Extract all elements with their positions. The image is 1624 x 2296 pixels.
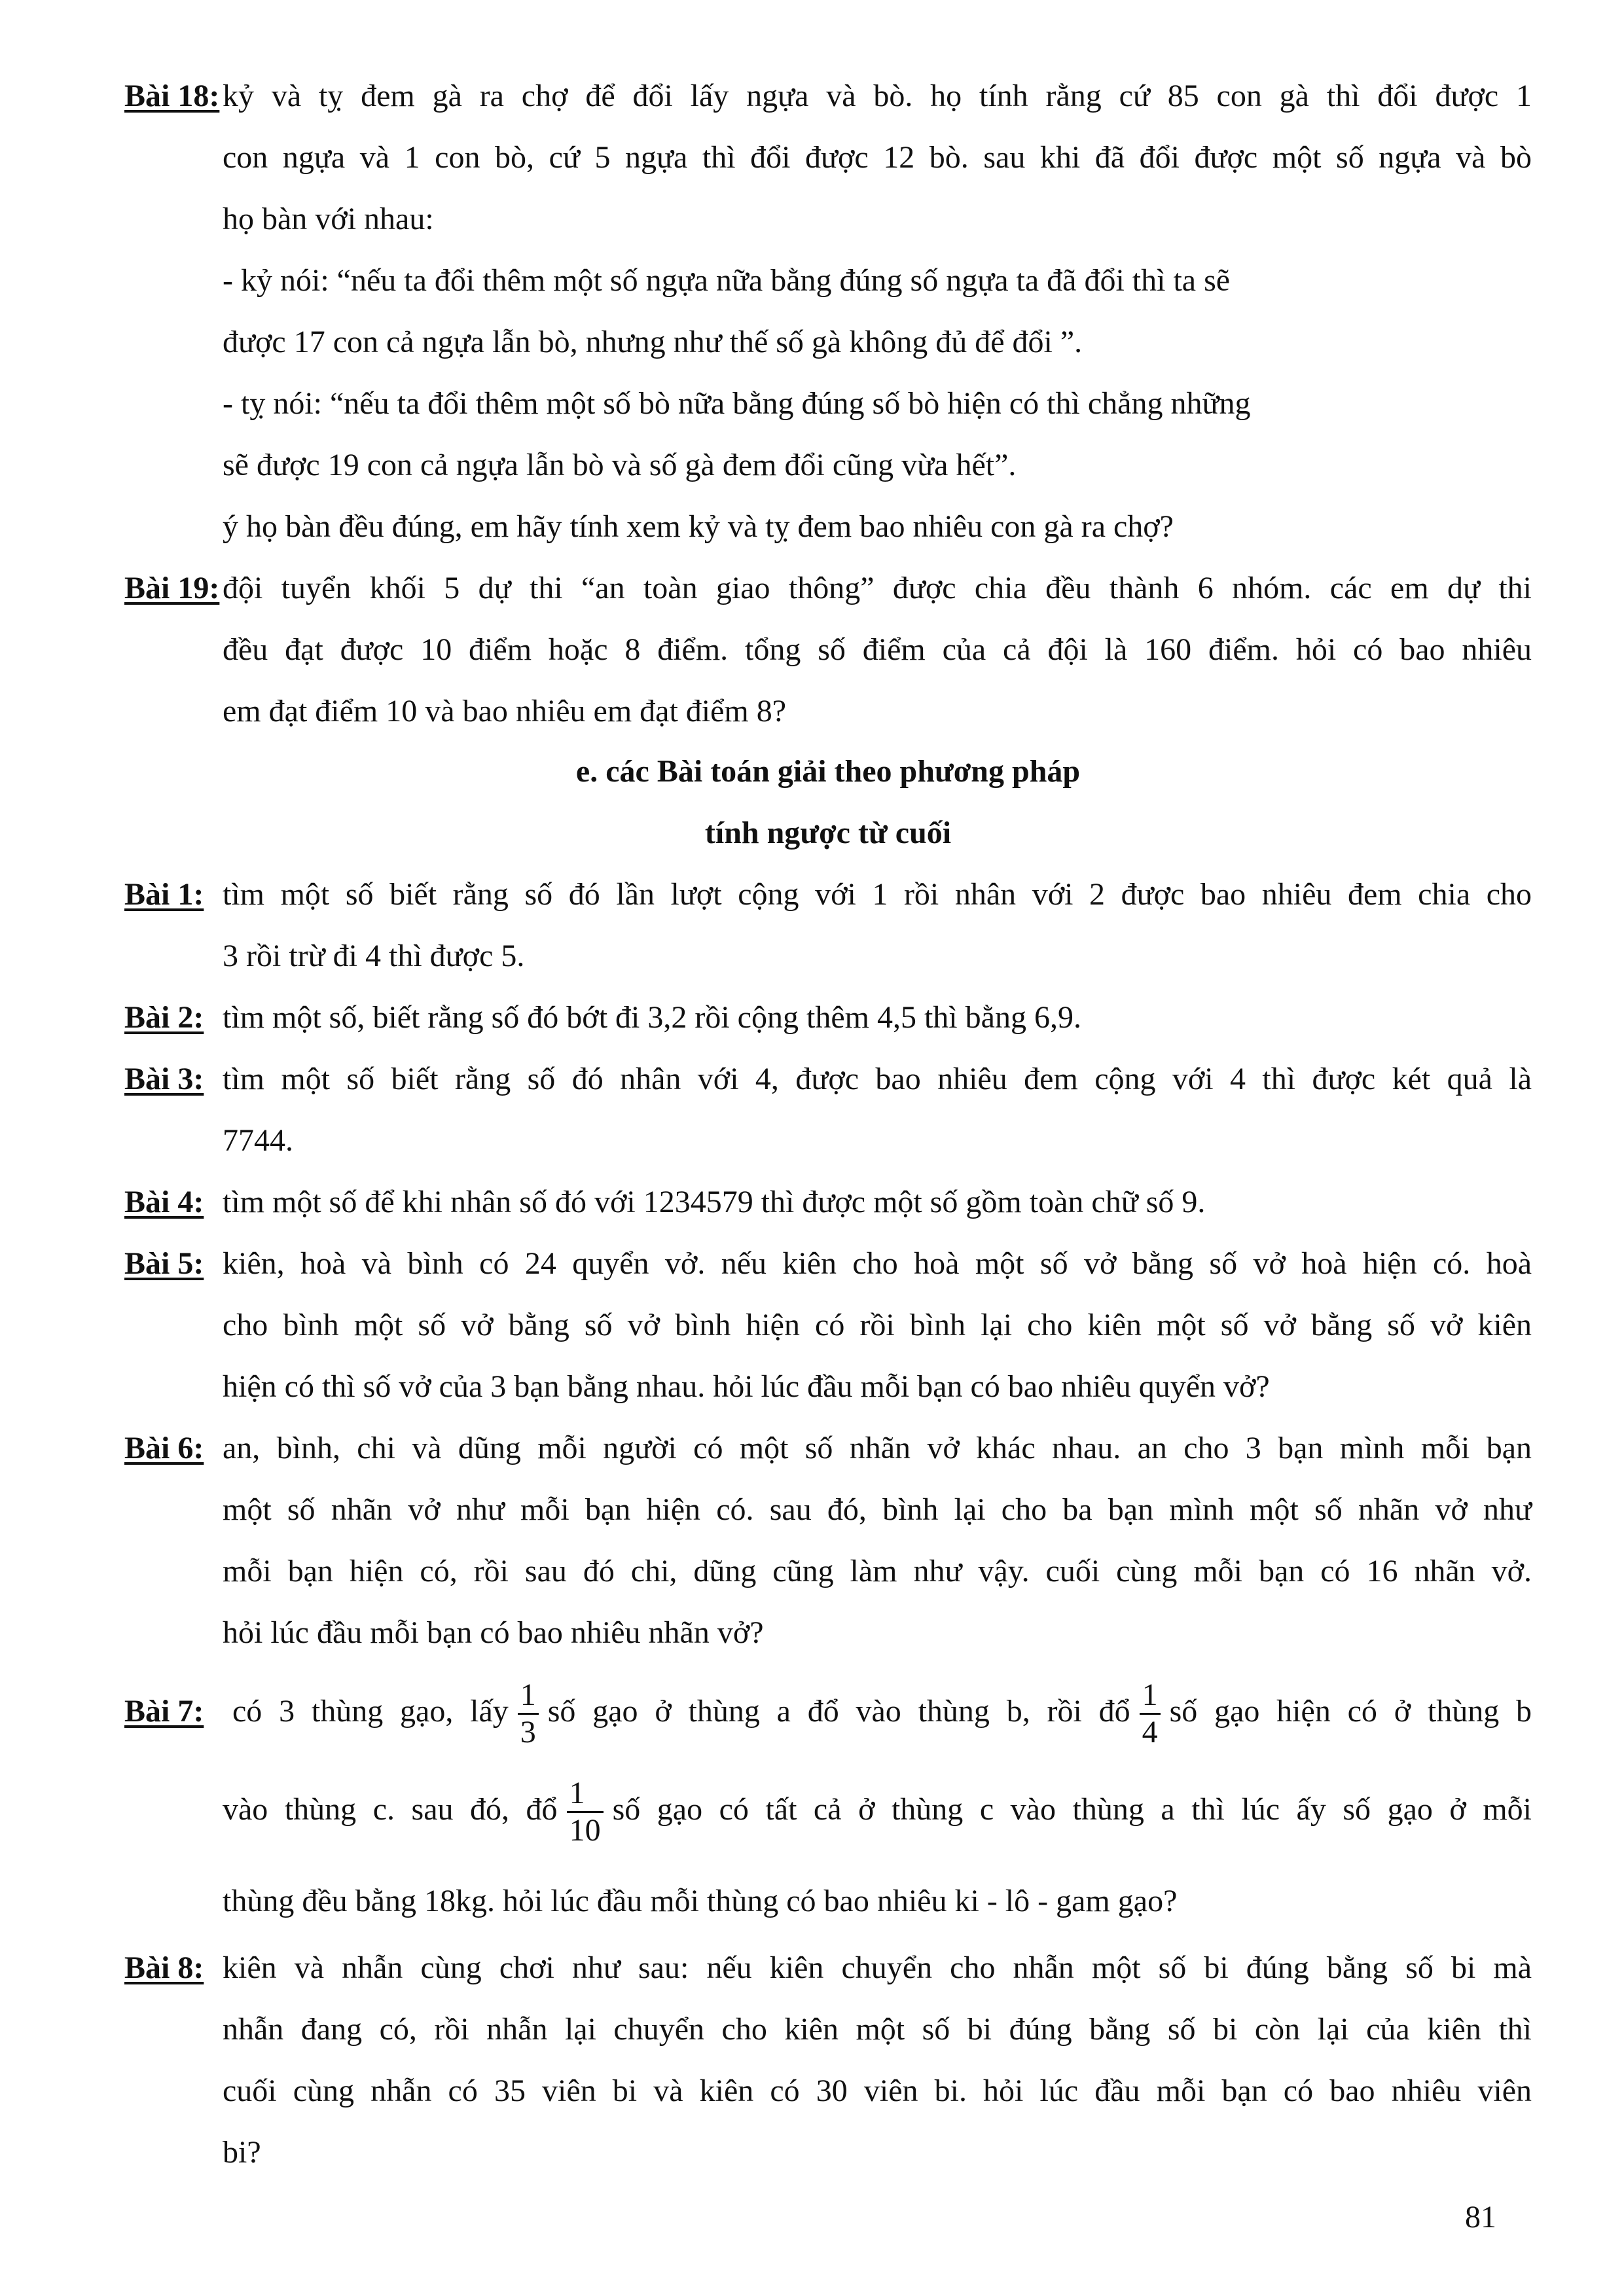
problem-line: an, bình, chi và dũng mỗi người có một số nhãn vở khác nhau. an cho 3 bạn mình mỗi bạn bbox=[223, 1431, 1532, 1465]
problem-8 bbox=[124, 1937, 1532, 2183]
problem-5 bbox=[124, 1233, 1532, 1418]
problem-line: kiên và nhẫn cùng chơi như sau: nếu kiên chuyển cho nhẫn một số bi đúng bằng số bi mà bbox=[223, 1950, 1532, 1985]
problem-line: kiên, hoà và bình có 24 quyển vở. nếu kiên cho hoà một số vở bằng số vở hoà hiện có. hoà bbox=[223, 1246, 1532, 1281]
fraction-one-third bbox=[518, 1677, 539, 1750]
fraction-numerator: 1 bbox=[518, 1677, 539, 1715]
problem-label: Bài 2: bbox=[124, 1000, 204, 1035]
problem-text: có 3 thùng gạo, lấy bbox=[232, 1694, 509, 1729]
problem-line: hiện có thì số vở của 3 bạn bằng nhau. hỏi lúc đầu mỗi bạn có bao nhiêu quyển vở? bbox=[223, 1369, 1270, 1404]
problem-text: số gạo hiện có ở thùng b bbox=[1169, 1694, 1532, 1729]
problem-text: vào thùng c. sau đó, đổ bbox=[223, 1792, 558, 1827]
problem-line: tìm một số, biết rằng số đó bớt đi 3,2 rồi cộng thêm 4,5 thì bằng 6,9. bbox=[223, 1000, 1081, 1035]
problem-text: số gạo có tất cả ở thùng c vào thùng a thì lúc ấy số gạo ở mỗi bbox=[612, 1792, 1532, 1827]
fraction-denominator: 4 bbox=[1142, 1715, 1158, 1750]
problem-line: kỷ và tỵ đem gà ra chợ để đổi lấy ngựa và bò. họ tính rằng cứ 85 con gà thì đổi được 1 bbox=[223, 79, 1532, 113]
problem-4 bbox=[124, 1172, 1532, 1233]
problem-line: - tỵ nói: “nếu ta đổi thêm một số bò nữa bằng đúng số bò hiện có thì chẳng những bbox=[223, 386, 1251, 421]
section-heading-line: tính ngược từ cuối bbox=[704, 816, 952, 850]
problem-line bbox=[124, 1761, 1532, 1859]
problem-line: tìm một số biết rằng số đó lần lượt cộng với 1 rồi nhân với 2 được bao nhiêu đem chia cho bbox=[223, 877, 1532, 912]
problem-3 bbox=[124, 1049, 1532, 1172]
problem-line: một số nhãn vở như mỗi bạn hiện có. sau đó, bình lại cho ba bạn mình một số nhãn vở như bbox=[223, 1492, 1532, 1527]
problem-6 bbox=[124, 1418, 1532, 1664]
problem-line: cho bình một số vở bằng số vở bình hiện có rồi bình lại cho kiên một số vở bằng số vở kiên bbox=[223, 1308, 1532, 1342]
problem-line: 7744. bbox=[223, 1123, 293, 1158]
fraction-numerator: 1 bbox=[567, 1776, 604, 1813]
problem-line: tìm một số để khi nhân số đó với 1234579 thì được một số gồm toàn chữ số 9. bbox=[223, 1185, 1206, 1219]
problem-line: bi? bbox=[223, 2135, 261, 2170]
section-heading-line: e. các Bài toán giải theo phương pháp bbox=[575, 754, 1081, 789]
problem-label: Bài 4: bbox=[124, 1185, 204, 1219]
fraction-numerator: 1 bbox=[1140, 1677, 1161, 1715]
problem-line: họ bàn với nhau: bbox=[223, 202, 434, 236]
section-heading bbox=[124, 741, 1532, 864]
problem-18 bbox=[124, 65, 1532, 558]
problem-label: Bài 19: bbox=[124, 571, 220, 605]
problem-text: số gạo ở thùng a đổ vào thùng b, rồi đổ bbox=[547, 1694, 1130, 1729]
problem-19 bbox=[124, 558, 1532, 742]
problem-line: nhẫn đang có, rồi nhẫn lại chuyển cho kiên một số bi đúng bằng số bi còn lại của kiên thì bbox=[223, 2012, 1532, 2047]
problem-line: thùng đều bằng 18kg. hỏi lúc đầu mỗi thùng có bao nhiêu ki - lô - gam gạo? bbox=[223, 1884, 1178, 1918]
problem-label: Bài 6: bbox=[124, 1431, 204, 1465]
problem-line: đội tuyển khối 5 dự thi “an toàn giao thông” được chia đều thành 6 nhóm. các em dự thi bbox=[223, 571, 1532, 605]
problem-label: Bài 18: bbox=[124, 79, 220, 113]
problem-7 bbox=[124, 1662, 1532, 1944]
problem-line: - kỷ nói: “nếu ta đổi thêm một số ngựa nữa bằng đúng số ngựa ta đã đổi thì ta sẽ bbox=[223, 263, 1231, 298]
problem-label: Bài 5: bbox=[124, 1246, 204, 1281]
problem-label: Bài 8: bbox=[124, 1950, 204, 1985]
problem-2 bbox=[124, 987, 1532, 1049]
fraction-denominator: 3 bbox=[520, 1715, 536, 1750]
problem-line bbox=[124, 1662, 1532, 1761]
problem-line: em đạt điểm 10 và bao nhiêu em đạt điểm 8? bbox=[223, 694, 787, 728]
problem-line: hỏi lúc đầu mỗi bạn có bao nhiêu nhãn vở? bbox=[223, 1615, 764, 1650]
page-number: 81 bbox=[1465, 2200, 1496, 2234]
fraction-denominator: 10 bbox=[569, 1813, 601, 1848]
problem-line: mỗi bạn hiện có, rồi sau đó chi, dũng cũng làm như vậy. cuối cùng mỗi bạn có 16 nhãn vở. bbox=[223, 1554, 1532, 1588]
fraction-one-tenth bbox=[567, 1776, 604, 1848]
problem-line: cuối cùng nhẫn có 35 viên bi và kiên có 30 viên bi. hỏi lúc đầu mỗi bạn có bao nhiêu viên bbox=[223, 2073, 1532, 2108]
problem-label: Bài 7: bbox=[124, 1694, 204, 1729]
problem-label: Bài 3: bbox=[124, 1062, 204, 1096]
problem-line: sẽ được 19 con cả ngựa lẫn bò và số gà đem đổi cũng vừa hết”. bbox=[223, 448, 1017, 482]
fraction-one-quarter bbox=[1140, 1677, 1161, 1750]
problem-line: con ngựa và 1 con bò, cứ 5 ngựa thì đổi được 12 bò. sau khi đã đổi được một số ngựa và bò bbox=[223, 140, 1532, 175]
problem-line: được 17 con cả ngựa lẫn bò, nhưng như thế số gà không đủ để đổi ”. bbox=[223, 325, 1083, 359]
problem-label: Bài 1: bbox=[124, 877, 204, 912]
problem-line: ý họ bàn đều đúng, em hãy tính xem kỷ và tỵ đem bao nhiêu con gà ra chợ? bbox=[223, 509, 1174, 544]
problem-line: đều đạt được 10 điểm hoặc 8 điểm. tổng số điểm của cả đội là 160 điểm. hỏi có bao nhiêu bbox=[223, 632, 1532, 667]
problem-1 bbox=[124, 864, 1532, 987]
problem-line: 3 rồi trừ đi 4 thì được 5. bbox=[223, 939, 525, 973]
problem-line: tìm một số biết rằng số đó nhân với 4, được bao nhiêu đem cộng với 4 thì được két quả là bbox=[223, 1062, 1532, 1096]
